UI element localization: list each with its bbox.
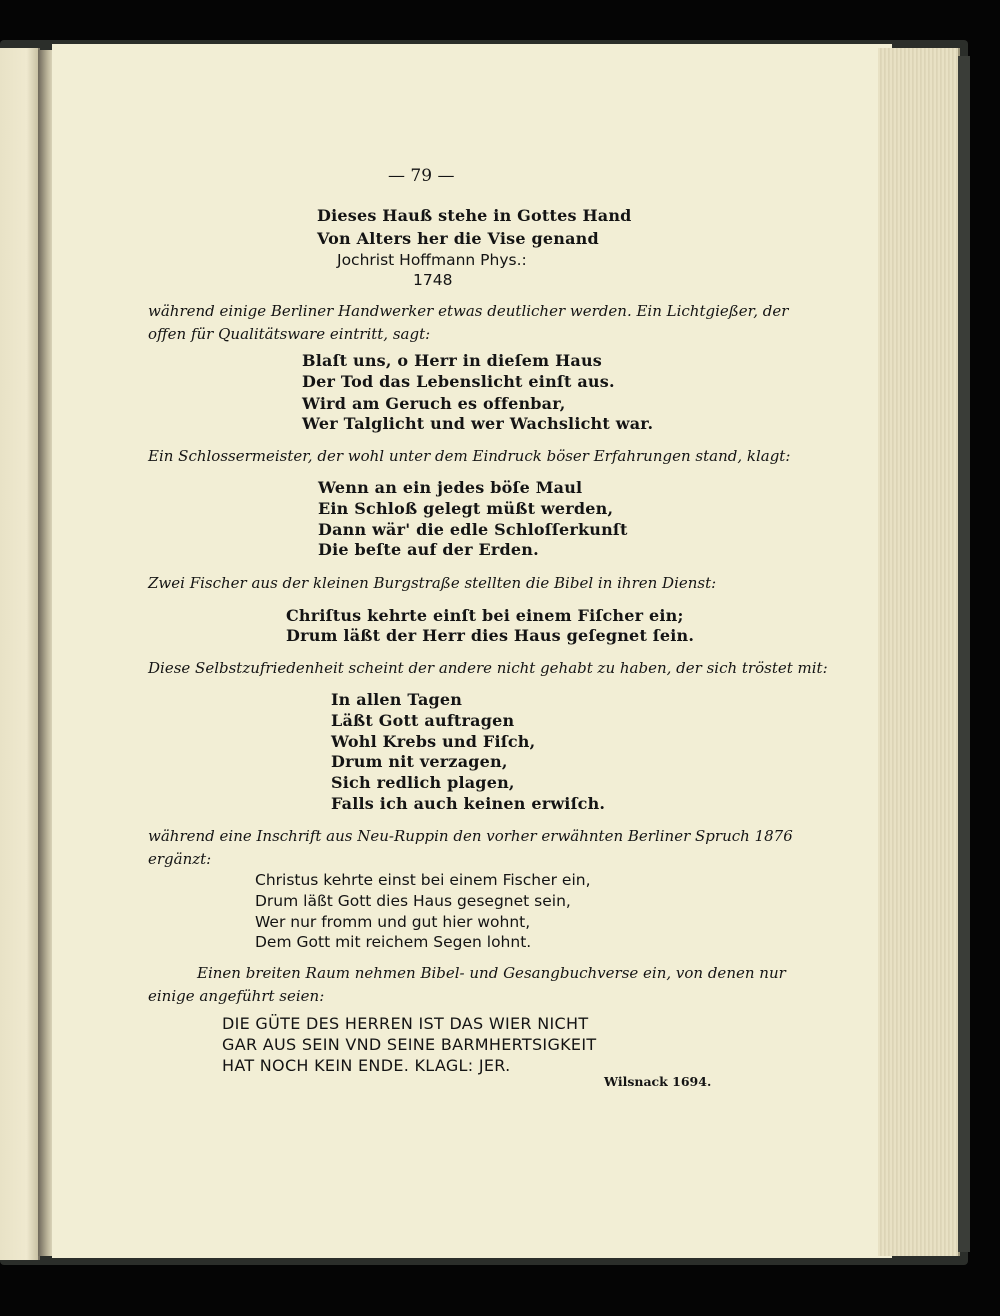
paragraph-line: Einen breiten Raum nehmen Bibel- und Gesangbuchverse ein, von denen nur	[197, 964, 786, 982]
verse-line: Die beſte auf der Erden.	[318, 540, 539, 559]
verse-line: Drum läßt der Herr dies Haus geſegnet ſein.	[286, 626, 695, 645]
verse-line: Ein Schloß gelegt müßt werden,	[318, 499, 614, 518]
page-number: — 79 —	[388, 166, 455, 186]
paragraph-line: während eine Inschrift aus Neu-Ruppin den vorher erwähnten Berliner Spruch 1876	[148, 827, 793, 845]
paragraph-line: Ein Schlossermeister, der wohl unter dem Eindruck böser Erfahrungen stand, klagt:	[148, 447, 791, 465]
inscription-signature: Jochrist Hoffmann Phys.:	[337, 251, 527, 269]
paragraph-line: ergänzt:	[148, 850, 212, 868]
paragraph-line: offen für Qualitätsware eintritt, sagt:	[148, 325, 431, 343]
cover-edge	[958, 56, 970, 1252]
verse-line: Sich redlich plagen,	[331, 773, 515, 792]
verse-line: In allen Tagen	[331, 690, 463, 709]
verse-line: Blaſt uns, o Herr in dieſem Haus	[302, 351, 603, 370]
verse-line: Christus kehrte einst bei einem Fischer ein,	[255, 871, 591, 889]
paragraph-line: Zwei Fischer aus der kleinen Burgstraße stellten die Bibel in ihren Dienst:	[148, 574, 717, 592]
paragraph-line: einige angeführt seien:	[148, 987, 325, 1005]
inscription-year: 1748	[413, 271, 453, 289]
verse-line: Drum läßt Gott dies Haus gesegnet sein,	[255, 892, 571, 910]
verse-line: Wird am Geruch es offenbar,	[302, 394, 566, 413]
verse-line: Wer nur fromm und gut hier wohnt,	[255, 913, 531, 931]
verse-line: Wohl Krebs und Fiſch,	[331, 732, 536, 751]
inscription-caps-line: GAR AUS SEIN VND SEINE BARMHERTSIGKEIT	[222, 1035, 597, 1054]
paragraph-line: während einige Berliner Handwerker etwas deutlicher werden. Ein Lichtgießer, der	[148, 302, 789, 320]
book-page	[52, 44, 892, 1258]
verse-line: Falls ich auch keinen erwiſch.	[331, 794, 606, 813]
paragraph-line: Diese Selbstzufriedenheit scheint der andere nicht gehabt zu haben, der sich tröstet mit:	[148, 659, 828, 677]
verse-line: Dem Gott mit reichem Segen lohnt.	[255, 933, 532, 951]
verse-line: Der Tod das Lebenslicht einſt aus.	[302, 372, 615, 391]
verse-line: Drum nit verzagen,	[331, 752, 508, 771]
verse-line: Läßt Gott auftragen	[331, 711, 515, 730]
inscription-caps-line: HAT NOCH KEIN ENDE. KLAGL: JER.	[222, 1056, 511, 1075]
inscription-caps-line: DIE GÜTE DES HERREN IST DAS WIER NICHT	[222, 1014, 589, 1033]
inscription-line: Dieses Hauß stehe in Gottes Hand	[317, 206, 632, 225]
verse-line: Chriſtus kehrte einſt bei einem Fiſcher ein;	[286, 606, 684, 625]
left-page-edge	[0, 48, 40, 1260]
inscription-source: Wilsnack 1694.	[604, 1074, 712, 1089]
verse-line: Dann wär' die edle Schloſſerkunſt	[318, 520, 628, 539]
verse-line: Wer Talglicht und wer Wachslicht war.	[302, 414, 654, 433]
verse-line: Wenn an ein jedes böſe Maul	[318, 478, 583, 497]
inscription-line: Von Alters her die Vise genand	[317, 229, 599, 248]
page-stack-edge	[878, 48, 960, 1256]
